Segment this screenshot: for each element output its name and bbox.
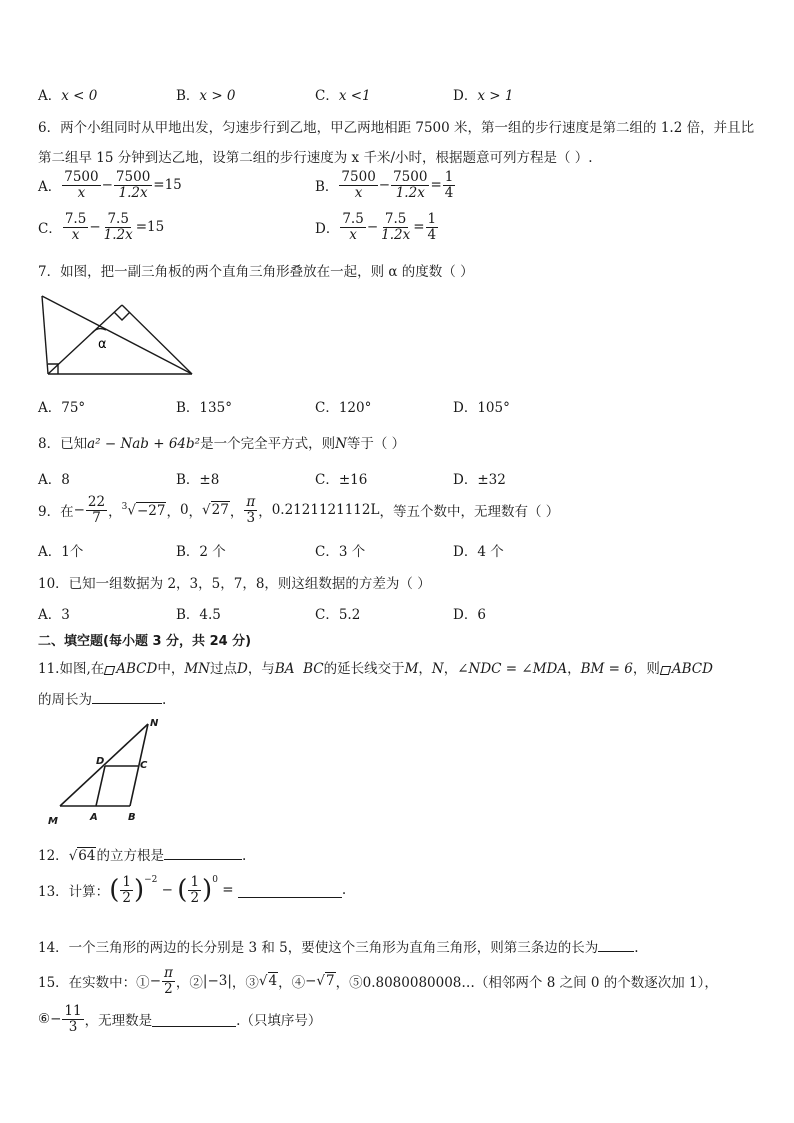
fig7-hyp-long bbox=[42, 296, 192, 374]
q8-expression: a² − Nab + 64b² bbox=[87, 436, 201, 452]
q9-option-b: B．2 个 bbox=[176, 544, 226, 560]
q10-option-c: C．5.2 bbox=[315, 607, 361, 623]
q15-line1: 15．在实数中：① − $\frac{\pi}{2}$ ，② |−3| ，③ √4 ，④ −√7 ，⑤0.8080080008…（相邻两个 8 之间 0 的个数逐次加 1）， bbox=[38, 965, 718, 997]
q13-text: 13．计算： ( 1 2 ) $^{-2}$ − ( 1 2 ) $^0$ = . bbox=[38, 874, 347, 906]
q8-option-b: B．±8 bbox=[176, 472, 220, 488]
fig11-label-b: B bbox=[128, 812, 136, 823]
q7-option-a: A．75° bbox=[38, 400, 86, 416]
q11-line1: 11.如图,在 ABCD中，MN过点D，与BA BC的延长线交于M，N，∠NDC = ∠MDA，BM = 6，则 ABCD bbox=[38, 661, 713, 677]
fig7-left-edge bbox=[42, 296, 48, 374]
fig7-right-angle-top bbox=[114, 312, 130, 320]
q9-option-c: C．3 个 bbox=[315, 544, 366, 560]
q8-option-c: C．±16 bbox=[315, 472, 368, 488]
section-heading-fill-blank: 二、填空题(每小题 3 分，共 24 分) bbox=[38, 634, 252, 649]
fig11-label-d: D bbox=[96, 756, 105, 767]
fig7-alpha-label: α bbox=[98, 337, 107, 352]
fig11-label-m: M bbox=[48, 816, 58, 827]
fig11-label-a: A bbox=[90, 812, 98, 823]
q5-option-c: C．x <1 bbox=[315, 88, 371, 104]
q10-text: 10．已知一组数据为 2，3，5，7，8，则这组数据的方差为（ ） bbox=[38, 576, 431, 592]
q7-figure bbox=[40, 290, 195, 378]
q15-line2: ⑥ − $\frac{11}{3}$ ，无理数是 .（只填序号） bbox=[38, 1003, 322, 1035]
q11-figure bbox=[40, 714, 170, 830]
q9-option-d: D．4 个 bbox=[453, 544, 504, 560]
q10-option-b: B．4.5 bbox=[176, 607, 221, 623]
q6-option-a: A． 7500 x − $\frac{7500}{1.2x}$ = 15 bbox=[38, 169, 182, 201]
q5-option-d: D．x > 1 bbox=[453, 88, 514, 104]
q6-line2: 第二组早 15 分钟到达乙地，设第二组的步行速度为 x 千米/小时，根据题意可列方程是（ ）. bbox=[38, 150, 593, 166]
answer-blank-q13 bbox=[238, 896, 342, 898]
answer-blank-q14 bbox=[598, 950, 634, 952]
q6-option-d: D． 7.5 x − $\frac{7.5}{1.2x}$ = $\frac{1}{4}$ bbox=[315, 211, 437, 243]
q14-text: 14．一个三角形的两边的长分别是 3 和 5，要使这个三角形为直角三角形，则第三条边的长为 . bbox=[38, 940, 639, 956]
q9-text: 9．在 − $\frac{22}{7}$ ， $^3$√−27 ， 0 ， √27 ， π 3 ， 0.2121121112L ，等五个数中，无理数有（ ） bbox=[38, 494, 560, 526]
triangle-set-square bbox=[42, 296, 192, 374]
parallelogram-icon bbox=[105, 666, 114, 673]
answer-blank-q11 bbox=[92, 702, 162, 704]
q5-option-b: B．x > 0 bbox=[176, 88, 236, 104]
q10-option-d: D．6 bbox=[453, 607, 486, 623]
q11-line2: 的周长为 . bbox=[38, 692, 167, 708]
fig7-angle-arc bbox=[92, 329, 106, 333]
fig7-diagonal bbox=[48, 305, 122, 374]
q8-text: 8．已知a² − Nab + 64b²是一个完全平方式，则N等于（ ） bbox=[38, 436, 406, 452]
fig11-label-c: C bbox=[140, 760, 148, 771]
q7-text: 7．如图，把一副三角板的两个直角三角形叠放在一起，则 α 的度数（ ） bbox=[38, 264, 474, 280]
q6-option-c: C． 7.5 x − $\frac{7.5}{1.2x}$ = 15 bbox=[38, 211, 165, 243]
q7-option-d: D．105° bbox=[453, 400, 510, 416]
q5-option-a: A．x < 0 bbox=[38, 88, 98, 104]
fig11-label-n: N bbox=[150, 718, 159, 729]
fig7-right-edge bbox=[122, 305, 192, 374]
q10-option-a: A．3 bbox=[38, 607, 70, 623]
q7-option-b: B．135° bbox=[176, 400, 232, 416]
q6-line1: 6．两个小组同时从甲地出发，匀速步行到乙地，甲乙两地相距 7500 米，第一组的步行速度是第二组的 1.2 倍，并且比 bbox=[38, 120, 755, 136]
answer-blank-q15 bbox=[152, 1025, 236, 1027]
q12-text: 12．√64的立方根是 . bbox=[38, 848, 247, 864]
q6-option-b: B． 7500 x − $\frac{7500}{1.2x}$ = $\frac{1}{4}$ bbox=[315, 169, 454, 201]
q8-option-a: A．8 bbox=[38, 472, 70, 488]
q7-option-c: C．120° bbox=[315, 400, 372, 416]
parallelogram-icon bbox=[661, 666, 670, 673]
q9-option-a: A．1个 bbox=[38, 544, 84, 560]
answer-blank-q12 bbox=[164, 858, 242, 860]
q8-option-d: D．±32 bbox=[453, 472, 506, 488]
